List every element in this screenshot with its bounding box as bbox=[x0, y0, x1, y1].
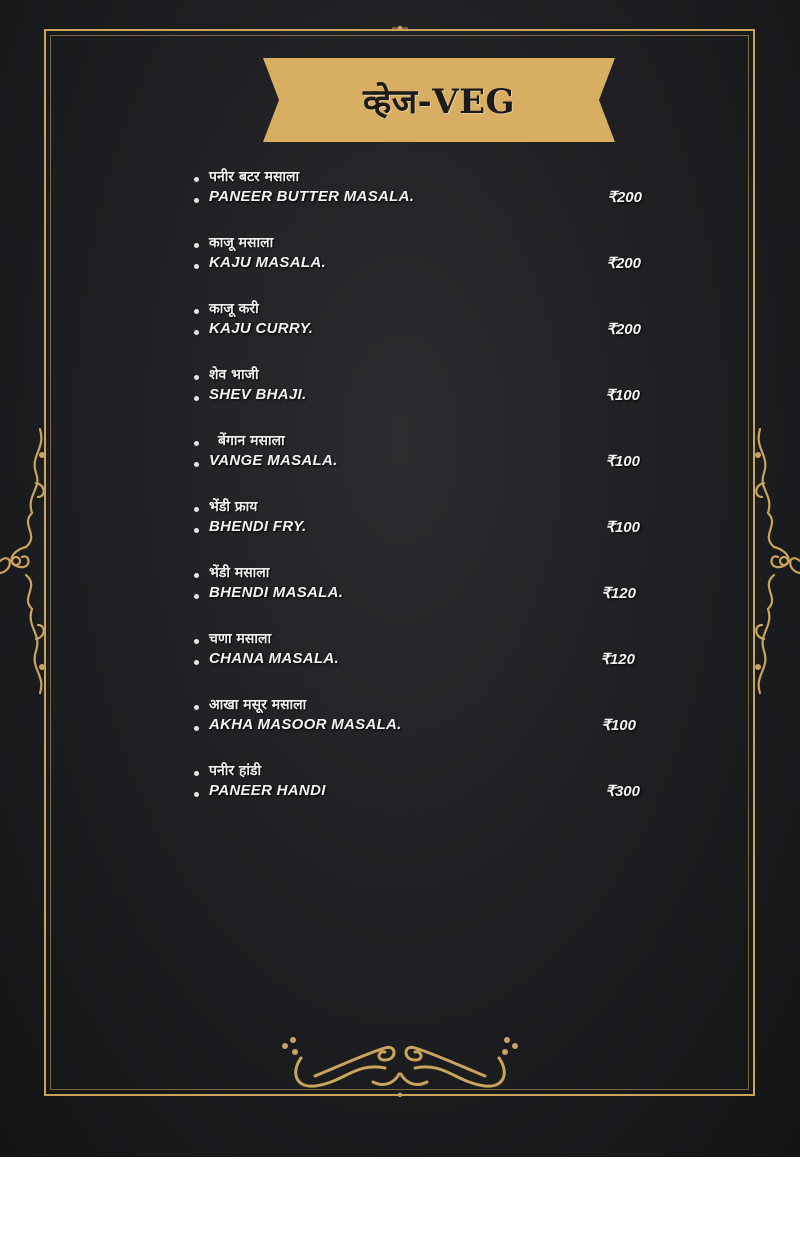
item-name: VANGE MASALA. bbox=[209, 452, 338, 469]
item-price: ₹100 bbox=[605, 453, 640, 470]
item-price: ₹300 bbox=[605, 783, 640, 800]
item-price: ₹120 bbox=[601, 585, 636, 602]
bullet-icon bbox=[194, 396, 199, 401]
item-name: KAJU MASALA. bbox=[209, 254, 326, 271]
menu-item bbox=[194, 500, 644, 546]
item-local-name: शेव भाजी bbox=[209, 367, 259, 383]
bullet-icon bbox=[194, 639, 199, 644]
menu-item bbox=[194, 302, 644, 348]
bullet-icon bbox=[194, 771, 199, 776]
bullet-icon bbox=[194, 330, 199, 335]
bullet-icon bbox=[194, 264, 199, 269]
bullet-icon bbox=[194, 177, 199, 182]
menu-item bbox=[194, 566, 644, 612]
item-name: SHEV BHAJI. bbox=[209, 386, 307, 403]
item-local-name: पनीर हांडी bbox=[209, 763, 262, 779]
menu-title: व्हेज-VEG bbox=[362, 82, 516, 122]
item-name: PANEER BUTTER MASALA. bbox=[209, 188, 415, 205]
item-name: AKHA MASOOR MASALA. bbox=[209, 716, 402, 733]
menu-item bbox=[194, 434, 644, 480]
item-local-name: भेंडी फ्राय bbox=[209, 499, 258, 515]
menu-item bbox=[194, 236, 644, 282]
item-price: ₹120 bbox=[600, 651, 635, 668]
bullet-icon bbox=[194, 243, 199, 248]
frame-bottom-dot-icon bbox=[392, 1092, 408, 1098]
bullet-icon bbox=[194, 507, 199, 512]
menu-item bbox=[194, 764, 644, 810]
frame-top-dot-icon bbox=[392, 25, 408, 31]
item-price: ₹100 bbox=[605, 387, 640, 404]
item-price: ₹200 bbox=[606, 321, 641, 338]
bullet-icon bbox=[194, 309, 199, 314]
item-name: BHENDI MASALA. bbox=[209, 584, 344, 601]
item-price: ₹100 bbox=[601, 717, 636, 734]
item-name: KAJU CURRY. bbox=[209, 320, 314, 337]
item-local-name: भेंडी मसाला bbox=[209, 565, 270, 581]
item-name: CHANA MASALA. bbox=[209, 650, 340, 667]
bullet-icon bbox=[194, 573, 199, 578]
bullet-icon bbox=[194, 441, 199, 446]
bullet-icon bbox=[194, 705, 199, 710]
bullet-icon bbox=[194, 594, 199, 599]
item-local-name: आखा मसूर मसाला bbox=[209, 697, 307, 713]
scroll-ornament-left-icon bbox=[0, 425, 52, 697]
menu-item bbox=[194, 170, 644, 216]
menu-item bbox=[194, 368, 644, 414]
bullet-icon bbox=[194, 375, 199, 380]
bullet-icon bbox=[194, 528, 199, 533]
item-name: PANEER HANDI bbox=[209, 782, 326, 799]
item-price: ₹200 bbox=[607, 189, 642, 206]
menu-item bbox=[194, 698, 644, 744]
bullet-icon bbox=[194, 660, 199, 665]
item-local-name: काजू मसाला bbox=[209, 235, 274, 251]
bullet-icon bbox=[194, 726, 199, 731]
menu-item bbox=[194, 632, 644, 678]
item-local-name: बेंगान मसाला bbox=[218, 433, 285, 449]
item-local-name: पनीर बटर मसाला bbox=[209, 169, 300, 185]
item-local-name: चणा मसाला bbox=[209, 631, 272, 647]
bullet-icon bbox=[194, 198, 199, 203]
bullet-icon bbox=[194, 792, 199, 797]
item-local-name: काजू करी bbox=[209, 301, 259, 317]
scroll-ornament-right-icon bbox=[748, 425, 800, 697]
item-name: BHENDI FRY. bbox=[209, 518, 307, 535]
item-price: ₹100 bbox=[605, 519, 640, 536]
title-banner bbox=[263, 58, 615, 142]
flourish-bottom-icon bbox=[275, 1032, 525, 1092]
item-price: ₹200 bbox=[606, 255, 641, 272]
bullet-icon bbox=[194, 462, 199, 467]
